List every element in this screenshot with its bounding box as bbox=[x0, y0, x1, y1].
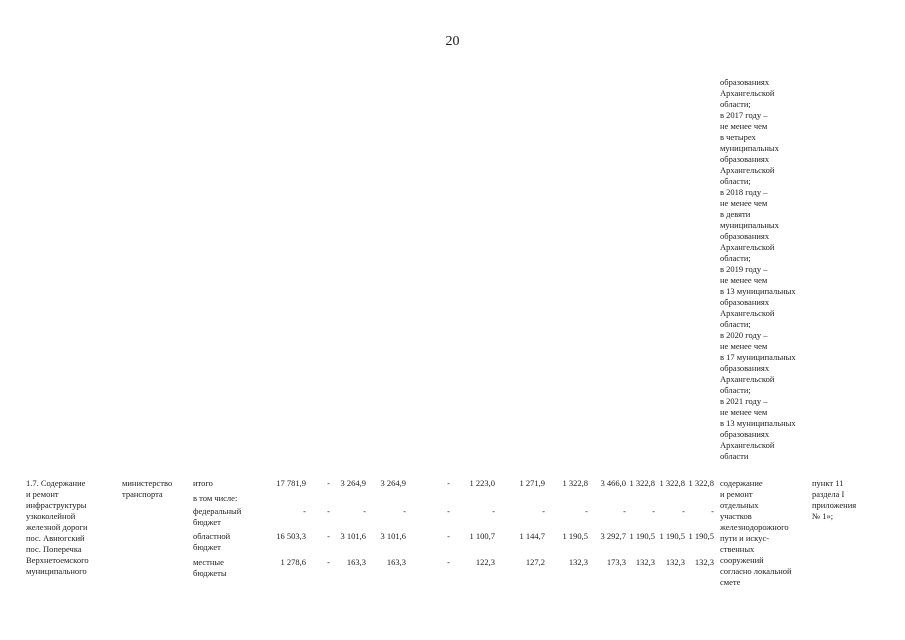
result-text-line: в 2021 году – bbox=[720, 396, 768, 406]
result-text-line: в 2019 году – bbox=[720, 264, 768, 274]
funding-value: 3 101,6 bbox=[340, 531, 366, 541]
funding-source bbox=[193, 478, 213, 489]
result-text-line: Архангельской bbox=[720, 165, 775, 175]
funding-value: 1 144,7 bbox=[519, 531, 545, 541]
result-text-line: в 17 муниципальных bbox=[720, 352, 796, 362]
funding-source-line: бюджеты bbox=[193, 568, 227, 578]
funding-value: - bbox=[327, 531, 330, 541]
result-text-line: в 2018 году – bbox=[720, 187, 768, 197]
funding-value: - bbox=[652, 506, 655, 516]
result-text-line: образованиях bbox=[720, 77, 770, 87]
result-line: отдельных bbox=[720, 500, 759, 510]
result-text-line: образованиях bbox=[720, 429, 770, 439]
funding-source-line: бюджет bbox=[193, 517, 221, 527]
name-line: Верхнетоемского bbox=[26, 555, 89, 565]
name-line: 1.7. Содержание bbox=[26, 478, 86, 488]
funding-value: 173,3 bbox=[606, 557, 626, 567]
row-executor bbox=[122, 478, 172, 500]
page-number: 20 bbox=[445, 34, 460, 49]
result-text-line: образованиях bbox=[720, 154, 770, 164]
funding-source bbox=[193, 531, 230, 553]
funding-value: 132,3 bbox=[568, 557, 588, 567]
funding-value: - bbox=[447, 557, 450, 567]
funding-value: 1 271,9 bbox=[519, 478, 545, 488]
result-text-line: области; bbox=[720, 176, 751, 186]
result-text-line: муниципальных bbox=[720, 220, 779, 230]
name-line: пос. Поперечка bbox=[26, 544, 82, 554]
result-line: ственных bbox=[720, 544, 755, 554]
result-line: смете bbox=[720, 577, 741, 587]
link-line: приложения bbox=[812, 500, 857, 510]
result-text-line: в 2020 году – bbox=[720, 330, 768, 340]
result-text-line: области bbox=[720, 451, 749, 461]
result-text-line: области; bbox=[720, 385, 751, 395]
executor-line: транспорта bbox=[122, 489, 163, 499]
result-line: участков bbox=[720, 511, 752, 521]
result-text-line: не менее чем bbox=[720, 198, 768, 208]
funding-source-line: федеральный bbox=[193, 506, 242, 516]
funding-value: - bbox=[447, 506, 450, 516]
result-line: и ремонт bbox=[720, 489, 753, 499]
funding-source-line: в том числе: bbox=[193, 493, 238, 503]
funding-source-line: бюджет bbox=[193, 542, 221, 552]
funding-source-line: местные bbox=[193, 557, 224, 567]
row-link bbox=[812, 478, 856, 522]
result-line: сооружений bbox=[720, 555, 764, 565]
link-line: пункт 11 bbox=[812, 478, 844, 488]
funding-value: 1 190,5 bbox=[629, 531, 655, 541]
funding-source bbox=[193, 506, 241, 528]
result-text-line: образованиях bbox=[720, 297, 770, 307]
result-line: железнодорожного bbox=[720, 522, 789, 532]
funding-value: - bbox=[682, 506, 685, 516]
funding-value: - bbox=[327, 506, 330, 516]
funding-value: - bbox=[542, 506, 545, 516]
result-text-line: в девяти bbox=[720, 209, 751, 219]
result-text-line: в 2017 году – bbox=[720, 110, 768, 120]
name-line: пос. Авнюгский bbox=[26, 533, 85, 543]
funding-value: - bbox=[327, 478, 330, 488]
result-text-line: Архангельской bbox=[720, 308, 775, 318]
result-line: содержание bbox=[720, 478, 763, 488]
funding-value: 163,3 bbox=[346, 557, 366, 567]
row-name bbox=[26, 478, 89, 577]
result-text-line: области; bbox=[720, 253, 751, 263]
funding-value: 122,3 bbox=[475, 557, 495, 567]
result-text-line: муниципальных bbox=[720, 143, 779, 153]
funding-value: 1 278,6 bbox=[280, 557, 306, 567]
funding-source-line: областной bbox=[193, 531, 231, 541]
result-text-line: не менее чем bbox=[720, 407, 768, 417]
funding-value: 1 190,5 bbox=[562, 531, 588, 541]
funding-value: 1 322,8 bbox=[659, 478, 685, 488]
funding-value: - bbox=[403, 506, 406, 516]
funding-value: 17 781,9 bbox=[276, 478, 306, 488]
continued-result-text bbox=[720, 77, 796, 462]
funding-value: 1 322,8 bbox=[562, 478, 588, 488]
result-text-line: в 13 муниципальных bbox=[720, 286, 796, 296]
funding-value: 132,3 bbox=[694, 557, 714, 567]
result-text-line: области; bbox=[720, 319, 751, 329]
funding-value: 132,3 bbox=[635, 557, 655, 567]
funding-value: - bbox=[327, 557, 330, 567]
result-line: согласно локальной bbox=[720, 566, 792, 576]
result-text-line: образованиях bbox=[720, 363, 770, 373]
funding-value: 3 264,9 bbox=[380, 478, 406, 488]
row-result bbox=[720, 478, 792, 588]
funding-value: 1 190,5 bbox=[688, 531, 714, 541]
result-text-line: Архангельской bbox=[720, 88, 775, 98]
funding-value: - bbox=[711, 506, 714, 516]
result-text-line: не менее чем bbox=[720, 121, 768, 131]
name-line: железной дороги bbox=[26, 522, 88, 532]
funding-value: 3 466,0 bbox=[600, 478, 626, 488]
funding-source-line: итого bbox=[193, 478, 213, 488]
funding-value: 1 223,0 bbox=[469, 478, 495, 488]
funding-value: 1 322,8 bbox=[629, 478, 655, 488]
funding-value: - bbox=[585, 506, 588, 516]
link-line: № 1»; bbox=[812, 511, 834, 521]
result-text-line: области; bbox=[720, 99, 751, 109]
executor-line: министерство bbox=[122, 478, 173, 488]
funding-value: 163,3 bbox=[386, 557, 406, 567]
funding-value: 16 503,3 bbox=[276, 531, 306, 541]
funding-source bbox=[193, 493, 237, 504]
funding-value: 1 322,8 bbox=[688, 478, 714, 488]
funding-value: 132,3 bbox=[665, 557, 685, 567]
name-line: и ремонт bbox=[26, 489, 59, 499]
result-text-line: не менее чем bbox=[720, 341, 768, 351]
result-text-line: Архангельской bbox=[720, 374, 775, 384]
result-text-line: не менее чем bbox=[720, 275, 768, 285]
result-text-line: Архангельской bbox=[720, 440, 775, 450]
funding-value: - bbox=[447, 478, 450, 488]
result-line: пути и искус- bbox=[720, 533, 770, 543]
funding-value: 127,2 bbox=[525, 557, 545, 567]
funding-value: - bbox=[363, 506, 366, 516]
result-text-line: Архангельской bbox=[720, 242, 775, 252]
result-text-line: образованиях bbox=[720, 231, 770, 241]
result-text-line: в 13 муниципальных bbox=[720, 418, 796, 428]
funding-value: 1 100,7 bbox=[469, 531, 495, 541]
funding-value: 1 190,5 bbox=[659, 531, 685, 541]
name-line: узкоколейной bbox=[26, 511, 76, 521]
funding-value: 3 292,7 bbox=[600, 531, 626, 541]
result-text-line: в четырех bbox=[720, 132, 756, 142]
name-line: инфраструктуры bbox=[26, 500, 87, 510]
funding-value: - bbox=[303, 506, 306, 516]
funding-value: 3 101,6 bbox=[380, 531, 406, 541]
funding-value: 3 264,9 bbox=[340, 478, 366, 488]
funding-value: - bbox=[447, 531, 450, 541]
funding-source bbox=[193, 557, 227, 579]
funding-value: - bbox=[623, 506, 626, 516]
funding-value: - bbox=[492, 506, 495, 516]
name-line: муниципального bbox=[26, 566, 87, 576]
link-line: раздела I bbox=[812, 489, 845, 499]
